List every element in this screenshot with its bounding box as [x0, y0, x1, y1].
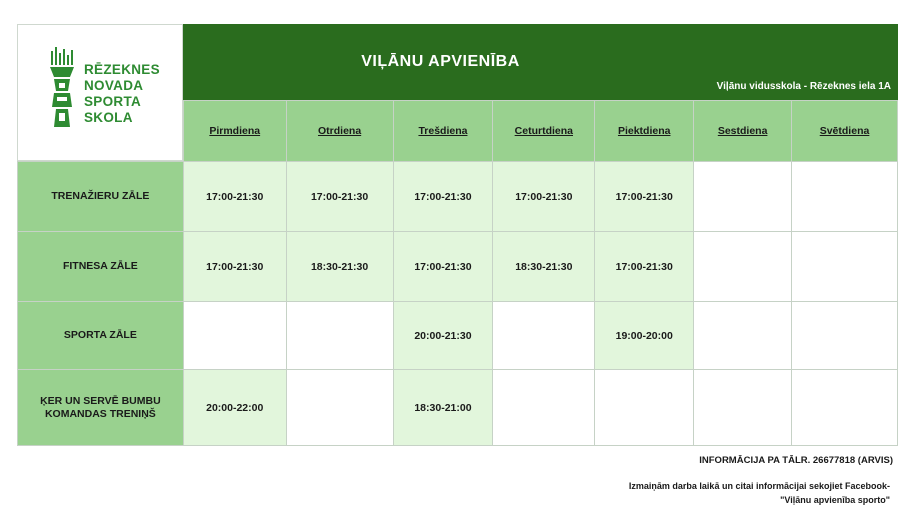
time-cell — [792, 232, 898, 302]
logo-line: SKOLA — [84, 110, 133, 125]
day-header: Piektdiena — [595, 101, 694, 162]
facebook-note — [629, 479, 890, 507]
location-subtitle: Viļānu vidusskola - Rēzeknes iela 1A — [716, 81, 891, 92]
logo-line: SPORTA — [84, 94, 142, 109]
time-cell: 17:00-21:30 — [183, 162, 286, 232]
time-cell: 20:00-22:00 — [183, 370, 286, 446]
time-cell — [493, 302, 595, 370]
row-label-line: KOMANDAS TRENIŅŠ — [44, 407, 156, 420]
time-cell: 19:00-20:00 — [595, 302, 694, 370]
time-cell — [694, 232, 792, 302]
time-cell — [694, 302, 792, 370]
table-row — [18, 232, 898, 302]
corner-cell — [18, 101, 184, 162]
time-cell — [286, 370, 393, 446]
time-cell: 17:00-21:30 — [493, 162, 595, 232]
day-header: Ceturtdiena — [493, 101, 595, 162]
day-header: Pirmdiena — [183, 101, 286, 162]
row-label: TRENAŽIERU ZĀLE — [18, 162, 184, 232]
facebook-note-line: Izmaiņām darba laikā un citai informācijai sekojiet Facebook- — [628, 481, 890, 491]
time-cell: 18:30-21:30 — [493, 232, 595, 302]
time-cell — [694, 370, 792, 446]
time-cell: 17:00-21:30 — [595, 162, 694, 232]
schedule-sheet — [17, 24, 898, 446]
day-header-row — [18, 101, 898, 162]
title-band — [183, 24, 898, 100]
row-label: FITNESA ZĀLE — [18, 232, 184, 302]
phone-info: INFORMĀCIJA PA TĀLR. 26677818 (ARVIS) — [699, 455, 893, 466]
time-cell: 17:00-21:30 — [183, 232, 286, 302]
facebook-note-line: "Viļānu apvienība sporto" — [780, 495, 890, 505]
time-cell: 20:00-21:30 — [393, 302, 493, 370]
time-cell: 17:00-21:30 — [393, 162, 493, 232]
time-cell — [183, 302, 286, 370]
time-cell: 18:30-21:00 — [393, 370, 493, 446]
row-label: SPORTA ZĀLE — [18, 302, 184, 370]
row-label-line: ĶER UN SERVĒ BUMBU — [40, 394, 161, 407]
time-cell: 17:00-21:30 — [286, 162, 393, 232]
time-cell — [694, 162, 792, 232]
day-header: Trešdiena — [393, 101, 493, 162]
time-cell — [792, 162, 898, 232]
time-cell: 18:30-21:30 — [286, 232, 393, 302]
time-cell — [792, 302, 898, 370]
table-row — [18, 162, 898, 232]
page-title: VIĻĀNU APVIENĪBA — [361, 53, 520, 70]
day-header: Otrdiena — [286, 101, 393, 162]
table-row — [18, 370, 898, 446]
time-cell — [286, 302, 393, 370]
table-row — [18, 302, 898, 370]
row-label — [18, 370, 184, 446]
time-cell: 17:00-21:30 — [595, 232, 694, 302]
day-header: Svētdiena — [792, 101, 898, 162]
time-cell — [792, 370, 898, 446]
time-cell — [493, 370, 595, 446]
time-cell — [595, 370, 694, 446]
schedule-table — [17, 100, 898, 446]
logo-line: RĒZEKNES — [84, 62, 160, 77]
time-cell: 17:00-21:30 — [393, 232, 493, 302]
day-header: Sestdiena — [694, 101, 792, 162]
logo-line: NOVADA — [84, 78, 144, 93]
